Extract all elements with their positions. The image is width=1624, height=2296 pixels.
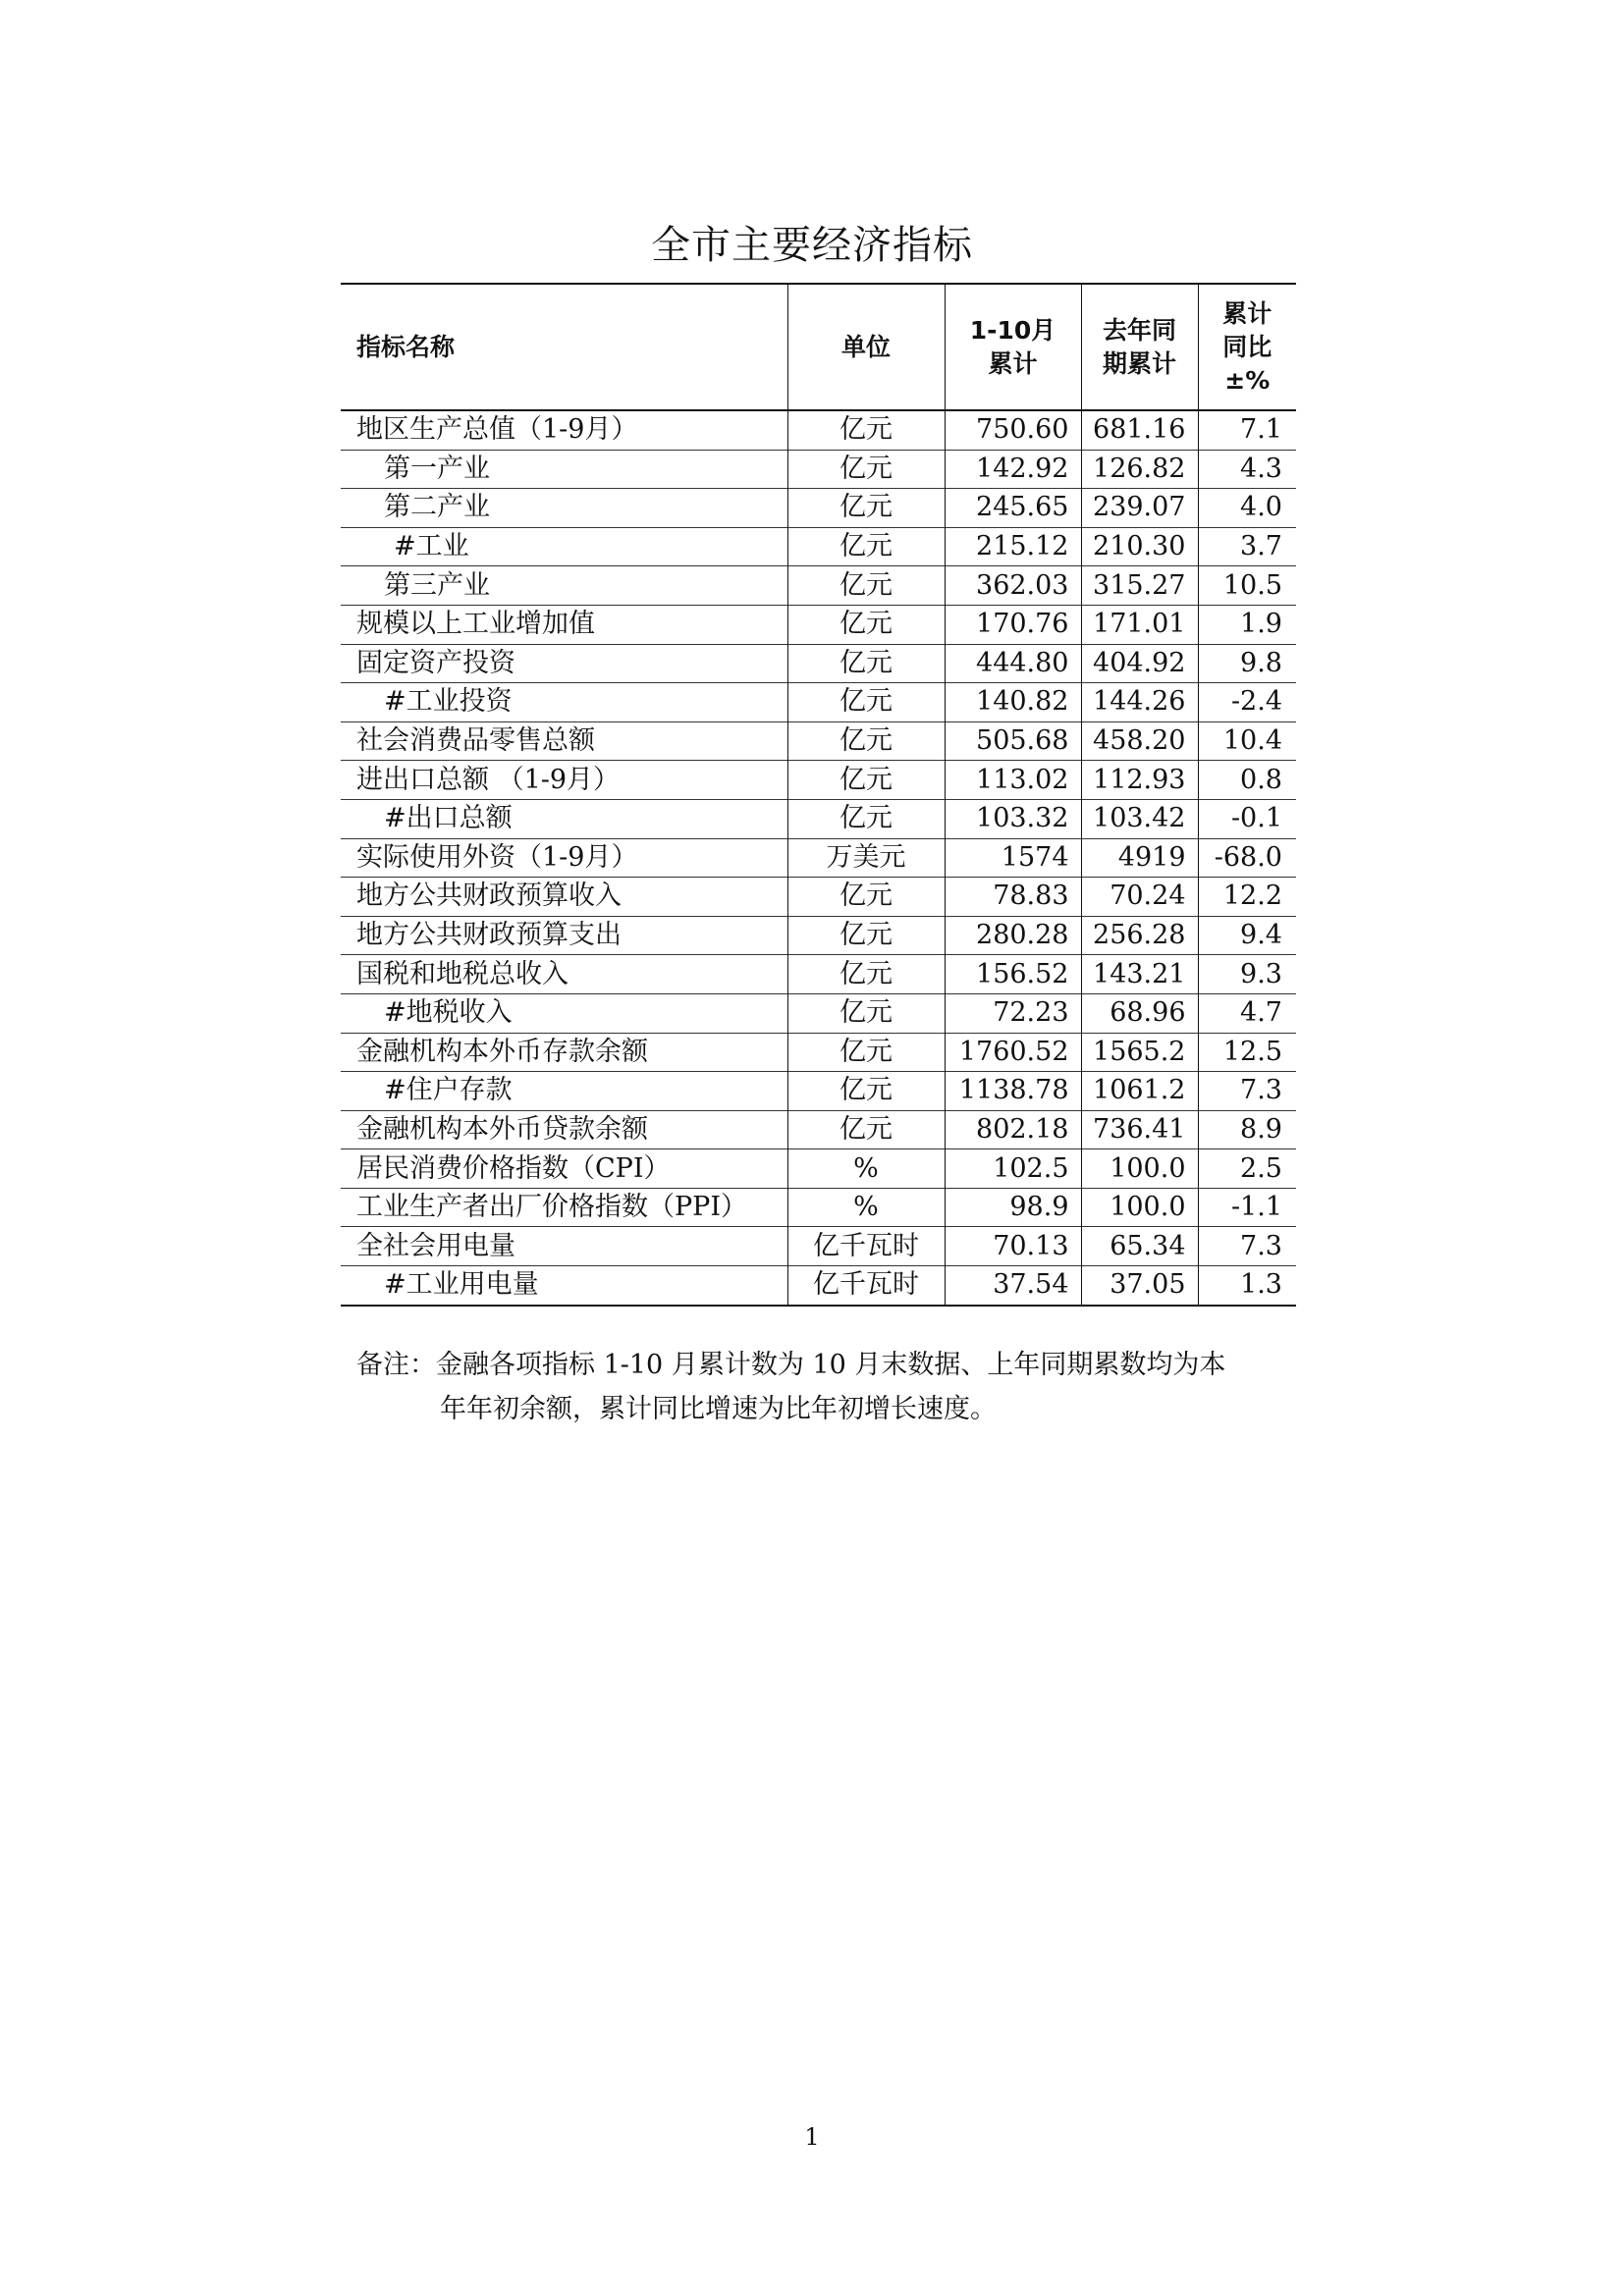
current-cumulative-cell: 245.65 [945, 489, 1081, 528]
yoy-change-cell: -1.1 [1198, 1188, 1296, 1227]
current-cumulative-cell: 215.12 [945, 527, 1081, 566]
previous-cumulative-cell: 1565.2 [1081, 1033, 1198, 1072]
table-row [341, 993, 1296, 1033]
unit-cell: 亿元 [787, 489, 945, 528]
current-cumulative-cell: 98.9 [945, 1188, 1081, 1227]
table-row [341, 566, 1296, 606]
current-cumulative-cell: 1574 [945, 838, 1081, 878]
current-cumulative-cell: 102.5 [945, 1149, 1081, 1189]
yoy-change-cell: 3.7 [1198, 527, 1296, 566]
previous-cumulative-cell: 736.41 [1081, 1110, 1198, 1149]
page-title: 全市主要经济指标 [651, 223, 973, 268]
yoy-change-cell: 1.9 [1198, 605, 1296, 644]
header-indicator-name: 指标名称 [356, 332, 456, 361]
yoy-change-cell: 4.3 [1198, 450, 1296, 489]
unit-cell: 亿元 [787, 683, 945, 722]
previous-cumulative-cell: 171.01 [1081, 605, 1198, 644]
header-current-line-2: 累计 [988, 348, 1038, 378]
header-unit: 单位 [787, 284, 945, 410]
header-current-cumulative [945, 284, 1081, 410]
table-header-row [341, 284, 1296, 410]
indicator-name-cell: 社会消费品零售总额 [341, 721, 787, 761]
unit-cell: 亿千瓦时 [787, 1266, 945, 1306]
header-yoy-line-3: ±% [1224, 365, 1271, 395]
indicator-name-cell: 工业生产者出厂价格指数（PPI） [341, 1188, 787, 1227]
yoy-change-cell: 7.3 [1198, 1072, 1296, 1111]
yoy-change-cell: -68.0 [1198, 838, 1296, 878]
economic-indicators-table [341, 283, 1296, 1307]
current-cumulative-cell: 280.28 [945, 916, 1081, 955]
current-cumulative-cell: 1760.52 [945, 1033, 1081, 1072]
previous-cumulative-cell: 210.30 [1081, 527, 1198, 566]
unit-cell: 亿元 [787, 605, 945, 644]
indicator-name-cell: 金融机构本外币存款余额 [341, 1033, 787, 1072]
current-cumulative-cell: 362.03 [945, 566, 1081, 606]
indicator-name-cell: 第三产业 [341, 566, 787, 606]
unit-cell: 亿元 [787, 993, 945, 1033]
footnote [356, 1343, 1299, 1431]
header-previous-cumulative [1081, 284, 1198, 410]
yoy-change-cell: 10.4 [1198, 721, 1296, 761]
previous-cumulative-cell: 100.0 [1081, 1149, 1198, 1189]
current-cumulative-cell: 103.32 [945, 799, 1081, 838]
unit-cell: 亿元 [787, 1072, 945, 1111]
table-row [341, 878, 1296, 917]
unit-cell: 亿元 [787, 1110, 945, 1149]
previous-cumulative-cell: 4919 [1081, 838, 1198, 878]
current-cumulative-cell: 156.52 [945, 955, 1081, 994]
table-row [341, 683, 1296, 722]
indicator-name-cell: #地税收入 [341, 993, 787, 1033]
unit-cell: % [787, 1149, 945, 1189]
unit-cell: 亿元 [787, 761, 945, 800]
table-row [341, 450, 1296, 489]
yoy-change-cell: 9.3 [1198, 955, 1296, 994]
current-cumulative-cell: 802.18 [945, 1110, 1081, 1149]
indicator-name-cell: 地区生产总值（1-9月） [356, 414, 638, 446]
current-cumulative-cell: 37.54 [945, 1266, 1081, 1306]
table-row [341, 1149, 1296, 1189]
table-row [341, 1033, 1296, 1072]
yoy-change-cell: 7.3 [1198, 1227, 1296, 1266]
header-yoy-line-1: 累计 [1222, 298, 1272, 328]
indicator-name-cell: 第一产业 [341, 450, 787, 489]
yoy-change-cell: 2.5 [1198, 1149, 1296, 1189]
table-row [341, 527, 1296, 566]
table-row [341, 1266, 1296, 1306]
table-body [341, 410, 1296, 1306]
footnote-line-2: 年年初余额，累计同比增速为比年初增长速度。 [440, 1394, 997, 1424]
current-cumulative-cell: 505.68 [945, 721, 1081, 761]
current-cumulative-cell: 78.83 [945, 878, 1081, 917]
current-cumulative-cell: 142.92 [945, 450, 1081, 489]
indicator-name-cell: 规模以上工业增加值 [341, 605, 787, 644]
unit-cell: 亿元 [787, 410, 945, 450]
table-row [341, 721, 1296, 761]
indicator-name-cell: #住户存款 [341, 1072, 787, 1111]
yoy-change-cell: 4.7 [1198, 993, 1296, 1033]
unit-cell: % [787, 1188, 945, 1227]
table-row [341, 838, 1296, 878]
unit-cell: 亿元 [787, 644, 945, 683]
unit-cell: 亿元 [787, 450, 945, 489]
unit-cell: 亿元 [787, 721, 945, 761]
indicator-name-cell: 进出口总额 （1-9月） [341, 761, 787, 800]
header-previous-line-1: 去年同 [1102, 315, 1176, 345]
indicator-name-cell: 实际使用外资（1-9月） [341, 838, 787, 878]
page-number: 1 [804, 2123, 820, 2151]
indicator-name-cell: 金融机构本外币贷款余额 [341, 1110, 787, 1149]
previous-cumulative-cell: 126.82 [1081, 450, 1198, 489]
table-row [341, 1072, 1296, 1111]
unit-cell: 亿元 [787, 799, 945, 838]
table-row [341, 799, 1296, 838]
yoy-change-cell: 12.2 [1198, 878, 1296, 917]
indicator-name-cell: 地方公共财政预算收入 [341, 878, 787, 917]
yoy-change-cell: 9.4 [1198, 916, 1296, 955]
previous-cumulative-cell: 315.27 [1081, 566, 1198, 606]
footnote-label: 备注： [356, 1350, 436, 1380]
header-yoy-change [1198, 284, 1296, 410]
indicator-name-cell: #工业用电量 [341, 1266, 787, 1306]
indicator-name-cell: 国税和地税总收入 [341, 955, 787, 994]
unit-cell: 万美元 [787, 838, 945, 878]
table-row [341, 916, 1296, 955]
previous-cumulative-cell: 70.24 [1081, 878, 1198, 917]
table-row [341, 955, 1296, 994]
previous-cumulative-cell: 256.28 [1081, 916, 1198, 955]
unit-cell: 亿元 [787, 955, 945, 994]
previous-cumulative-cell: 103.42 [1081, 799, 1198, 838]
yoy-change-cell: 7.1 [1198, 410, 1296, 450]
previous-cumulative-cell: 68.96 [1081, 993, 1198, 1033]
unit-cell: 亿元 [787, 566, 945, 606]
indicator-name-cell: #工业 [341, 527, 787, 566]
header-yoy-line-2: 同比 [1222, 332, 1272, 361]
current-cumulative-cell: 140.82 [945, 683, 1081, 722]
indicator-name-cell: 全社会用电量 [341, 1227, 787, 1266]
current-cumulative-cell: 444.80 [945, 644, 1081, 683]
header-previous-line-2: 期累计 [1102, 348, 1176, 378]
yoy-change-cell: -0.1 [1198, 799, 1296, 838]
footnote-line-1: 金融各项指标 1-10 月累计数为 10 月末数据、上年同期累数均为本 [436, 1350, 1226, 1380]
previous-cumulative-cell: 144.26 [1081, 683, 1198, 722]
indicator-name-cell: 居民消费价格指数（CPI） [341, 1149, 787, 1189]
table-row [341, 644, 1296, 683]
current-cumulative-cell: 170.76 [945, 605, 1081, 644]
unit-cell: 亿元 [787, 527, 945, 566]
table-row [341, 1227, 1296, 1266]
current-cumulative-cell: 72.23 [945, 993, 1081, 1033]
previous-cumulative-cell: 65.34 [1081, 1227, 1198, 1266]
table-row [341, 1110, 1296, 1149]
previous-cumulative-cell: 681.16 [1081, 410, 1198, 450]
previous-cumulative-cell: 1061.2 [1081, 1072, 1198, 1111]
table-row [341, 605, 1296, 644]
previous-cumulative-cell: 239.07 [1081, 489, 1198, 528]
unit-cell: 亿元 [787, 1033, 945, 1072]
indicator-name-cell: #工业投资 [341, 683, 787, 722]
indicator-name-cell: 固定资产投资 [341, 644, 787, 683]
yoy-change-cell: 8.9 [1198, 1110, 1296, 1149]
previous-cumulative-cell: 112.93 [1081, 761, 1198, 800]
table-row [341, 410, 1296, 450]
yoy-change-cell: 10.5 [1198, 566, 1296, 606]
yoy-change-cell: 4.0 [1198, 489, 1296, 528]
unit-cell: 亿元 [787, 916, 945, 955]
unit-cell: 亿千瓦时 [787, 1227, 945, 1266]
indicator-name-cell: #出口总额 [341, 799, 787, 838]
previous-cumulative-cell: 37.05 [1081, 1266, 1198, 1306]
current-cumulative-cell: 70.13 [945, 1227, 1081, 1266]
previous-cumulative-cell: 458.20 [1081, 721, 1198, 761]
current-cumulative-cell: 750.60 [945, 410, 1081, 450]
table-row [341, 489, 1296, 528]
table-row [341, 761, 1296, 800]
previous-cumulative-cell: 100.0 [1081, 1188, 1198, 1227]
indicator-name-cell: 地方公共财政预算支出 [341, 916, 787, 955]
yoy-change-cell: 0.8 [1198, 761, 1296, 800]
yoy-change-cell: 12.5 [1198, 1033, 1296, 1072]
current-cumulative-cell: 1138.78 [945, 1072, 1081, 1111]
previous-cumulative-cell: 404.92 [1081, 644, 1198, 683]
yoy-change-cell: 9.8 [1198, 644, 1296, 683]
yoy-change-cell: 1.3 [1198, 1266, 1296, 1306]
unit-cell: 亿元 [787, 878, 945, 917]
previous-cumulative-cell: 143.21 [1081, 955, 1198, 994]
current-cumulative-cell: 113.02 [945, 761, 1081, 800]
yoy-change-cell: -2.4 [1198, 683, 1296, 722]
table-row [341, 1188, 1296, 1227]
indicator-name-cell: 第二产业 [341, 489, 787, 528]
header-current-line-1: 1-10月 [969, 315, 1056, 345]
